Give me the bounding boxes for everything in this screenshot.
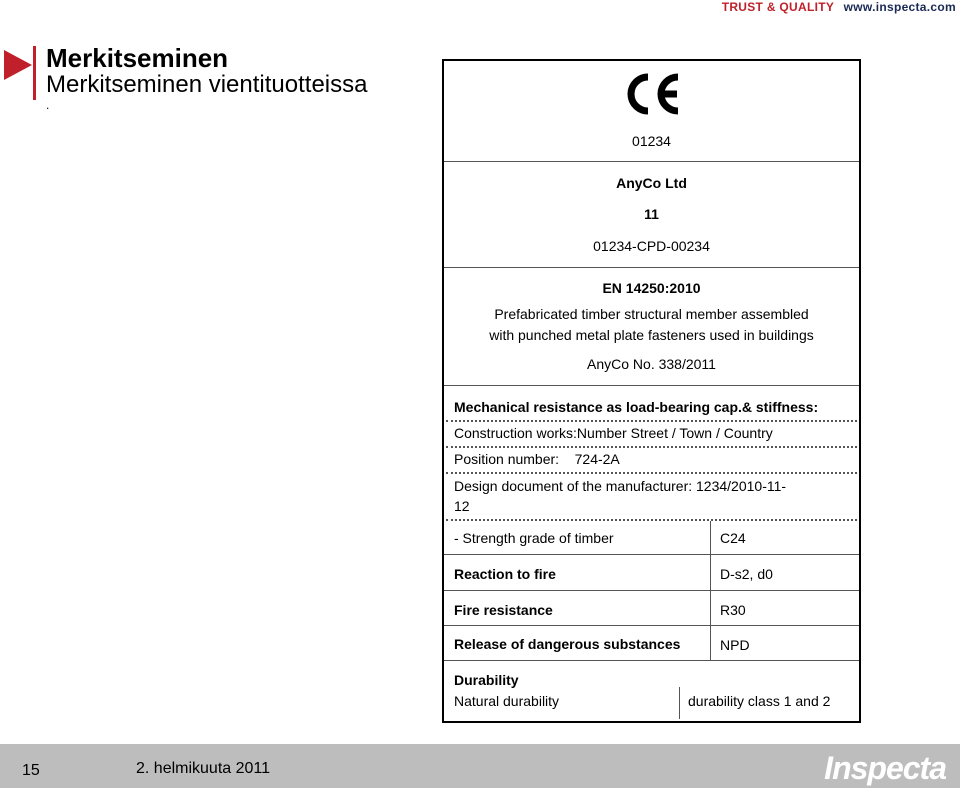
position-number (454, 451, 620, 467)
slide-subtitle: Merkitseminen vientituotteissa (46, 71, 368, 98)
dotted-separator (446, 446, 857, 448)
slide-bullet-dot: . (46, 98, 50, 112)
row-value: D-s2, d0 (720, 566, 773, 582)
construction-works: Construction works:Number Street / Town / Country (454, 425, 773, 441)
title-divider (33, 46, 36, 100)
brand-url: www.inspecta.com (843, 0, 956, 14)
row-value: NPD (720, 637, 750, 653)
footer-date: 2. helmikuuta 2011 (136, 760, 271, 777)
product-description-line2: with punched metal plate fasteners used in buildings (489, 327, 814, 343)
mechanical-heading: Mechanical resistance as load-bearing cap.& stiffness: (454, 399, 819, 415)
position-value: 724-2A (574, 451, 620, 467)
notified-body-number: 01234 (632, 133, 671, 149)
durability-label: Natural durability (454, 693, 560, 709)
column-divider (710, 521, 711, 554)
brand-trust-quality: TRUST & QUALITY (721, 0, 834, 14)
inspecta-logo: Inspecta (824, 750, 946, 786)
manufacturer-name: AnyCo Ltd (616, 175, 687, 191)
ce-mark-icon (620, 71, 682, 117)
table-row (444, 591, 859, 626)
ce-marking-label (442, 59, 861, 723)
product-description-line1: Prefabricated timber structural member assembled (494, 306, 809, 322)
position-label: Position number: (454, 451, 560, 467)
column-divider (710, 555, 711, 590)
standard-section (444, 267, 859, 386)
design-document-line2: 12 (454, 498, 470, 514)
durability-heading: Durability (454, 672, 519, 688)
dotted-separator (446, 420, 857, 422)
table-row (444, 555, 859, 591)
row-label: Reaction to fire (454, 566, 556, 582)
durability-value: durability class 1 and 2 (688, 693, 831, 709)
standard-code: EN 14250:2010 (602, 280, 701, 296)
table-row (444, 626, 859, 661)
manufacturer-section (444, 161, 859, 268)
row-label: - Strength grade of timber (454, 530, 614, 546)
year-code: 11 (644, 206, 659, 222)
footer-bar (0, 744, 960, 788)
certificate-number: 01234-CPD-00234 (593, 238, 710, 254)
column-divider (679, 687, 680, 719)
title-arrow-icon (4, 50, 32, 80)
table-row (444, 521, 859, 555)
row-label: Fire resistance (454, 602, 553, 618)
brand-tagline (722, 0, 956, 16)
row-value: R30 (720, 602, 746, 618)
dotted-separator (446, 472, 857, 474)
row-label: Release of dangerous substances (454, 636, 681, 652)
page-number: 15 (22, 762, 40, 779)
reference-number: AnyCo No. 338/2011 (587, 356, 716, 372)
design-document-line1: Design document of the manufacturer: 1234/2010-11- (454, 478, 787, 494)
column-divider (710, 626, 711, 660)
row-value: C24 (720, 530, 746, 546)
ce-section (444, 61, 859, 162)
column-divider (710, 591, 711, 625)
slide-title: Merkitseminen (46, 43, 229, 73)
